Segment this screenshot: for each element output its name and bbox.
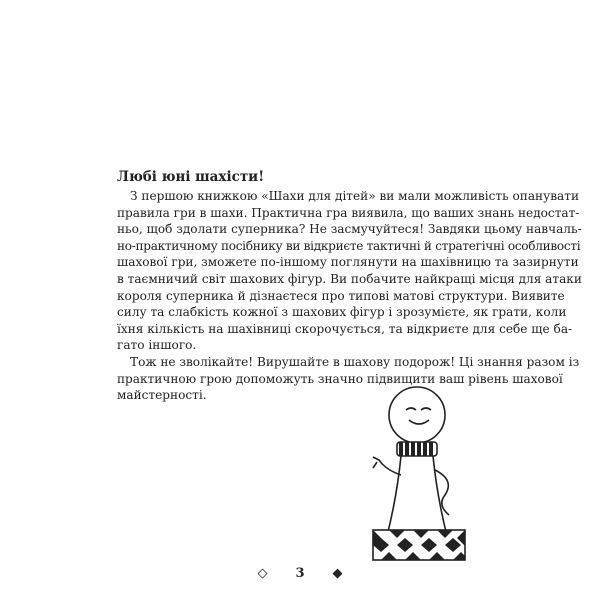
page-number: 3 [295, 566, 305, 581]
page-heading: Любі юні шахісти! [117, 169, 265, 185]
text-line: З першою книжкою «Шахи для дітей» ви мали можливість опанувати [130, 189, 579, 203]
diamond-filled-icon: ◆ [332, 566, 343, 581]
text-line: в таємничий світ шахових фігур. Ви побачите найкращі місця для атаки [117, 271, 582, 286]
text-line: гато іншого. [117, 338, 197, 353]
text-line: силу та слабкість кожної з шахових фігур і зрозумієте, як грати, коли [117, 305, 567, 320]
text-line: практичною грою допоможуть значно підвищити ваш рівень шахової [117, 371, 563, 386]
text-line: Тож не зволікайте! Вирушайте в шахову подорож! Ці знання разом із [130, 354, 580, 369]
body-text [117, 188, 582, 404]
text-line: їхня кількість на шахівниці скорочується, та відкриєте для себе ще ба- [117, 321, 573, 336]
text-line: короля суперника й дізнаєтеся про типові матові структури. Виявите [117, 288, 565, 303]
text-line: шахової гри, зможете по-іншому поглянути на шахівницю та зазирнути [117, 255, 579, 270]
text-line: но-практичному посібнику ви відкриєте тактичні й стратегічні особливості [117, 238, 581, 253]
text-line: майстерності. [117, 388, 207, 403]
text-line: ньо, щоб здолати суперника? Не засмучуйтеся! Завдяки цьому навчаль- [117, 222, 582, 237]
text-line: правила гри в шахи. Практична гра виявила, що ваших знань недостат- [117, 205, 580, 220]
page-number-footer [0, 566, 600, 581]
pawn-illustration [355, 380, 480, 565]
diamond-outline-icon: ◇ [257, 566, 268, 581]
